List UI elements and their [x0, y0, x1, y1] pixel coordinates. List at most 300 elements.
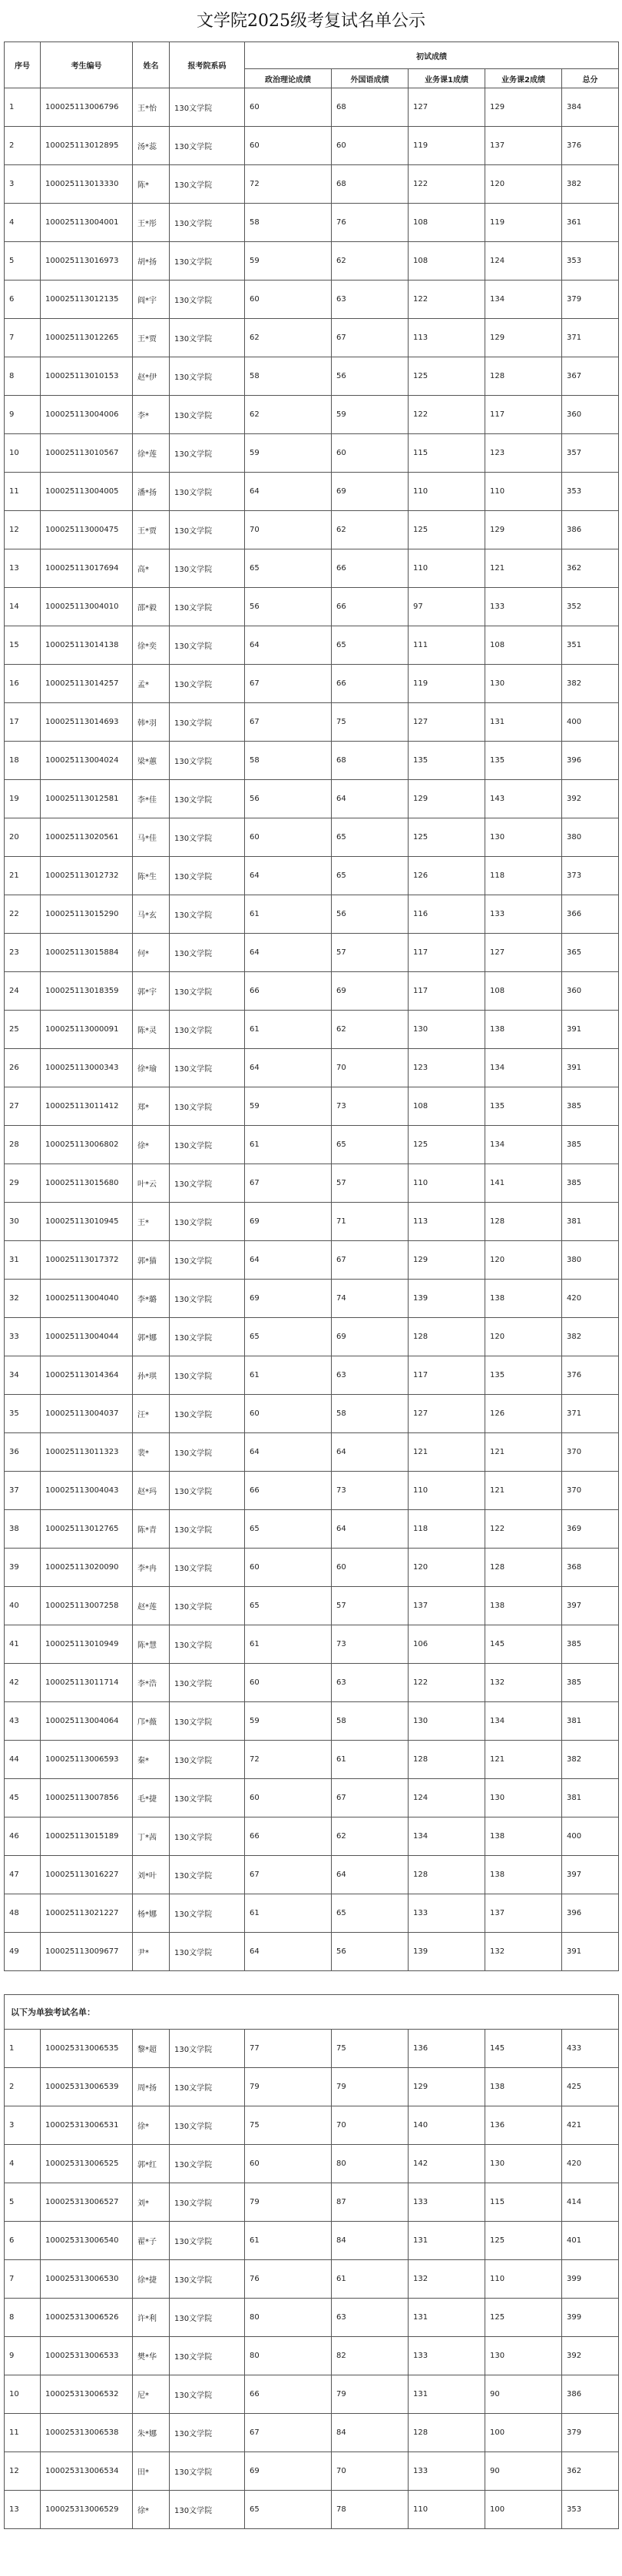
cell-name: 杨*娜	[133, 1894, 170, 1933]
cell-dept: 130文学院	[170, 204, 245, 242]
cell-politics: 65	[245, 1318, 332, 1356]
table-row	[5, 165, 619, 204]
cell-total: 380	[562, 818, 619, 857]
cell-foreign: 79	[332, 2375, 409, 2414]
table-row	[5, 1280, 619, 1318]
cell-exam-no: 100025113004001	[41, 204, 133, 242]
cell-foreign: 68	[332, 165, 409, 204]
cell-foreign: 67	[332, 1241, 409, 1280]
cell-foreign: 59	[332, 396, 409, 434]
cell-total: 381	[562, 1203, 619, 1241]
cell-name: 徐*奕	[133, 626, 170, 665]
cell-dept: 130文学院	[170, 127, 245, 165]
cell-name: 陈*生	[133, 857, 170, 895]
cell-politics: 67	[245, 1856, 332, 1894]
cell-exam-no: 100025113004040	[41, 1280, 133, 1318]
table-row	[5, 281, 619, 319]
cell-course2: 124	[485, 242, 562, 281]
cell-course1: 129	[409, 780, 485, 818]
cell-name: 王*怡	[133, 88, 170, 127]
header-politics: 政治理论成绩	[245, 69, 332, 88]
table-row	[5, 1433, 619, 1472]
cell-exam-no: 100025113020561	[41, 818, 133, 857]
table-row	[5, 204, 619, 242]
cell-politics: 77	[245, 2030, 332, 2068]
table-row	[5, 473, 619, 511]
cell-course1: 120	[409, 1549, 485, 1587]
cell-seq: 19	[5, 780, 41, 818]
table-row	[5, 1856, 619, 1894]
cell-course2: 135	[485, 742, 562, 780]
cell-politics: 58	[245, 357, 332, 396]
cell-exam-no: 100025113004044	[41, 1318, 133, 1356]
cell-course2: 138	[485, 1280, 562, 1318]
cell-politics: 58	[245, 204, 332, 242]
cell-exam-no: 100025113012135	[41, 281, 133, 319]
cell-total: 370	[562, 1472, 619, 1510]
cell-name: 郭*红	[133, 2145, 170, 2183]
cell-seq: 29	[5, 1164, 41, 1203]
cell-politics: 64	[245, 857, 332, 895]
cell-total: 400	[562, 703, 619, 742]
cell-seq: 12	[5, 511, 41, 549]
cell-name: 徐*捷	[133, 2260, 170, 2299]
separate-table-row	[5, 2106, 619, 2145]
cell-dept: 130文学院	[170, 396, 245, 434]
cell-exam-no: 100025313006531	[41, 2106, 133, 2145]
cell-course1: 127	[409, 1395, 485, 1433]
table-row	[5, 1702, 619, 1741]
cell-exam-no: 100025113004005	[41, 473, 133, 511]
cell-foreign: 78	[332, 2491, 409, 2529]
table-row	[5, 1933, 619, 1971]
cell-seq: 43	[5, 1702, 41, 1741]
cell-course2: 127	[485, 934, 562, 972]
cell-politics: 69	[245, 1280, 332, 1318]
cell-course2: 129	[485, 319, 562, 357]
cell-exam-no: 100025113010945	[41, 1203, 133, 1241]
table-row	[5, 1164, 619, 1203]
cell-course2: 132	[485, 1933, 562, 1971]
separate-table-row	[5, 2145, 619, 2183]
cell-dept: 130文学院	[170, 511, 245, 549]
table-row	[5, 1241, 619, 1280]
cell-total: 367	[562, 357, 619, 396]
cell-dept: 130文学院	[170, 1356, 245, 1395]
cell-total: 382	[562, 1318, 619, 1356]
cell-total: 365	[562, 934, 619, 972]
cell-exam-no: 100025113004037	[41, 1395, 133, 1433]
header-course2: 业务课2成绩	[485, 69, 562, 88]
cell-total: 433	[562, 2030, 619, 2068]
table-row	[5, 742, 619, 780]
cell-course1: 130	[409, 1011, 485, 1049]
cell-course1: 119	[409, 127, 485, 165]
cell-course1: 117	[409, 1356, 485, 1395]
cell-course1: 140	[409, 2106, 485, 2145]
cell-course2: 90	[485, 2375, 562, 2414]
cell-seq: 10	[5, 2375, 41, 2414]
cell-dept: 130文学院	[170, 1779, 245, 1817]
cell-exam-no: 100025313006529	[41, 2491, 133, 2529]
cell-dept: 130文学院	[170, 818, 245, 857]
cell-total: 399	[562, 2260, 619, 2299]
cell-foreign: 64	[332, 1510, 409, 1549]
cell-politics: 60	[245, 88, 332, 127]
table-row	[5, 665, 619, 703]
cell-foreign: 64	[332, 780, 409, 818]
cell-name: 邵*毅	[133, 588, 170, 626]
cell-course2: 128	[485, 357, 562, 396]
cell-dept: 130文学院	[170, 1933, 245, 1971]
cell-seq: 33	[5, 1318, 41, 1356]
cell-exam-no: 100025313006530	[41, 2260, 133, 2299]
cell-total: 381	[562, 1779, 619, 1817]
cell-seq: 23	[5, 934, 41, 972]
cell-total: 370	[562, 1433, 619, 1472]
cell-total: 391	[562, 1049, 619, 1087]
cell-course1: 113	[409, 1203, 485, 1241]
cell-foreign: 67	[332, 1779, 409, 1817]
cell-foreign: 73	[332, 1472, 409, 1510]
cell-politics: 64	[245, 1241, 332, 1280]
cell-course1: 121	[409, 1433, 485, 1472]
cell-foreign: 62	[332, 1011, 409, 1049]
cell-politics: 64	[245, 1049, 332, 1087]
cell-course2: 138	[485, 1587, 562, 1625]
cell-seq: 30	[5, 1203, 41, 1241]
cell-politics: 65	[245, 549, 332, 588]
cell-foreign: 66	[332, 549, 409, 588]
cell-course2: 134	[485, 1049, 562, 1087]
cell-seq: 15	[5, 626, 41, 665]
cell-name: 李*冉	[133, 1549, 170, 1587]
cell-foreign: 61	[332, 2260, 409, 2299]
cell-foreign: 63	[332, 1664, 409, 1702]
cell-total: 357	[562, 434, 619, 473]
cell-total: 379	[562, 2414, 619, 2452]
cell-total: 360	[562, 972, 619, 1011]
cell-total: 360	[562, 396, 619, 434]
cell-dept: 130文学院	[170, 626, 245, 665]
cell-exam-no: 100025113014693	[41, 703, 133, 742]
cell-exam-no: 100025113011412	[41, 1087, 133, 1126]
cell-course2: 135	[485, 1087, 562, 1126]
cell-exam-no: 100025113009677	[41, 1933, 133, 1971]
cell-name: 孟*	[133, 665, 170, 703]
cell-course1: 128	[409, 2414, 485, 2452]
cell-course2: 108	[485, 626, 562, 665]
cell-politics: 60	[245, 818, 332, 857]
cell-course1: 126	[409, 857, 485, 895]
cell-total: 385	[562, 1164, 619, 1203]
cell-dept: 130文学院	[170, 1549, 245, 1587]
cell-dept: 130文学院	[170, 1856, 245, 1894]
cell-course2: 121	[485, 1433, 562, 1472]
cell-course1: 125	[409, 1126, 485, 1164]
section-spacer	[5, 1971, 619, 1995]
cell-politics: 67	[245, 665, 332, 703]
cell-total: 385	[562, 1625, 619, 1664]
cell-total: 353	[562, 2491, 619, 2529]
cell-foreign: 64	[332, 1433, 409, 1472]
cell-name: 裴*	[133, 1433, 170, 1472]
cell-total: 392	[562, 2337, 619, 2375]
cell-foreign: 63	[332, 281, 409, 319]
cell-course2: 135	[485, 1356, 562, 1395]
separate-table-row	[5, 2414, 619, 2452]
cell-exam-no: 100025113015884	[41, 934, 133, 972]
cell-dept: 130文学院	[170, 1817, 245, 1856]
cell-dept: 130文学院	[170, 2491, 245, 2529]
cell-course2: 138	[485, 2068, 562, 2106]
header-dept: 报考院系码	[170, 42, 245, 88]
header-foreign: 外国语成绩	[332, 69, 409, 88]
cell-exam-no: 100025313006534	[41, 2452, 133, 2491]
cell-exam-no: 100025113012765	[41, 1510, 133, 1549]
candidate-table	[4, 41, 619, 2529]
cell-total: 382	[562, 165, 619, 204]
cell-total: 368	[562, 1549, 619, 1587]
cell-name: 王*贾	[133, 511, 170, 549]
cell-course1: 139	[409, 1933, 485, 1971]
cell-exam-no: 100025113010153	[41, 357, 133, 396]
cell-total: 397	[562, 1856, 619, 1894]
cell-seq: 48	[5, 1894, 41, 1933]
cell-course2: 145	[485, 2030, 562, 2068]
page-title: 文学院2025级考复试名单公示	[197, 12, 425, 31]
cell-politics: 64	[245, 934, 332, 972]
table-row	[5, 88, 619, 127]
cell-exam-no: 100025113016227	[41, 1856, 133, 1894]
cell-name: 许*利	[133, 2299, 170, 2337]
table-row	[5, 1011, 619, 1049]
table-row	[5, 1395, 619, 1433]
cell-seq: 9	[5, 396, 41, 434]
cell-total: 391	[562, 1933, 619, 1971]
table-row	[5, 319, 619, 357]
cell-name: 高*	[133, 549, 170, 588]
cell-exam-no: 100025313006540	[41, 2222, 133, 2260]
separate-table-row	[5, 2337, 619, 2375]
cell-total: 362	[562, 2452, 619, 2491]
cell-total: 369	[562, 1510, 619, 1549]
header-name: 姓名	[133, 42, 170, 88]
cell-seq: 45	[5, 1779, 41, 1817]
cell-seq: 21	[5, 857, 41, 895]
cell-dept: 130文学院	[170, 434, 245, 473]
cell-course1: 108	[409, 204, 485, 242]
cell-name: 黎*超	[133, 2030, 170, 2068]
cell-total: 376	[562, 1356, 619, 1395]
cell-dept: 130文学院	[170, 1241, 245, 1280]
cell-course1: 108	[409, 1087, 485, 1126]
cell-name: 徐*	[133, 1126, 170, 1164]
table-row	[5, 357, 619, 396]
cell-course2: 143	[485, 780, 562, 818]
cell-total: 352	[562, 588, 619, 626]
cell-dept: 130文学院	[170, 357, 245, 396]
cell-dept: 130文学院	[170, 2222, 245, 2260]
cell-seq: 4	[5, 204, 41, 242]
cell-name: 陈*灵	[133, 1011, 170, 1049]
cell-course1: 110	[409, 2491, 485, 2529]
cell-name: 马*佳	[133, 818, 170, 857]
cell-foreign: 70	[332, 2106, 409, 2145]
cell-course2: 128	[485, 1203, 562, 1241]
table-row	[5, 857, 619, 895]
cell-course2: 138	[485, 1817, 562, 1856]
cell-course1: 106	[409, 1625, 485, 1664]
cell-dept: 130文学院	[170, 2414, 245, 2452]
cell-course1: 139	[409, 1280, 485, 1318]
cell-dept: 130文学院	[170, 1741, 245, 1779]
cell-name: 赵*伊	[133, 357, 170, 396]
separate-table-row	[5, 2068, 619, 2106]
cell-name: 刘*	[133, 2183, 170, 2222]
cell-course1: 125	[409, 818, 485, 857]
cell-course2: 100	[485, 2414, 562, 2452]
cell-exam-no: 100025113006593	[41, 1741, 133, 1779]
cell-dept: 130文学院	[170, 88, 245, 127]
table-row	[5, 1894, 619, 1933]
cell-politics: 59	[245, 434, 332, 473]
cell-dept: 130文学院	[170, 242, 245, 281]
cell-total: 371	[562, 319, 619, 357]
cell-seq: 32	[5, 1280, 41, 1318]
cell-politics: 64	[245, 626, 332, 665]
cell-course1: 122	[409, 281, 485, 319]
cell-name: 郭*娜	[133, 1318, 170, 1356]
cell-total: 400	[562, 1817, 619, 1856]
separate-table-row	[5, 2375, 619, 2414]
cell-dept: 130文学院	[170, 780, 245, 818]
cell-foreign: 61	[332, 1741, 409, 1779]
cell-name: 邝*薇	[133, 1702, 170, 1741]
cell-foreign: 74	[332, 1280, 409, 1318]
cell-foreign: 66	[332, 588, 409, 626]
cell-name: 潘*扬	[133, 473, 170, 511]
cell-exam-no: 100025113012732	[41, 857, 133, 895]
header-prelim-group: 初试成绩	[245, 42, 619, 69]
table-row	[5, 1126, 619, 1164]
cell-exam-no: 100025313006532	[41, 2375, 133, 2414]
cell-course1: 108	[409, 242, 485, 281]
cell-course1: 128	[409, 1856, 485, 1894]
cell-course1: 129	[409, 1241, 485, 1280]
cell-exam-no: 100025113004006	[41, 396, 133, 434]
cell-course2: 130	[485, 2145, 562, 2183]
cell-exam-no: 100025113011714	[41, 1664, 133, 1702]
cell-course1: 142	[409, 2145, 485, 2183]
cell-dept: 130文学院	[170, 972, 245, 1011]
cell-name: 徐*莲	[133, 434, 170, 473]
cell-course2: 90	[485, 2452, 562, 2491]
cell-name: 孙*琪	[133, 1356, 170, 1395]
cell-course1: 129	[409, 2068, 485, 2106]
cell-course1: 116	[409, 895, 485, 934]
cell-dept: 130文学院	[170, 1126, 245, 1164]
cell-total: 425	[562, 2068, 619, 2106]
cell-course2: 110	[485, 2260, 562, 2299]
cell-foreign: 84	[332, 2414, 409, 2452]
cell-seq: 7	[5, 319, 41, 357]
cell-name: 阎*宇	[133, 281, 170, 319]
cell-course1: 117	[409, 972, 485, 1011]
cell-exam-no: 100025113004010	[41, 588, 133, 626]
cell-dept: 130文学院	[170, 1395, 245, 1433]
cell-course2: 132	[485, 1664, 562, 1702]
cell-total: 396	[562, 1894, 619, 1933]
cell-exam-no: 100025113010567	[41, 434, 133, 473]
cell-dept: 130文学院	[170, 1087, 245, 1126]
separate-table-row	[5, 2183, 619, 2222]
cell-dept: 130文学院	[170, 2030, 245, 2068]
cell-dept: 130文学院	[170, 1702, 245, 1741]
cell-total: 399	[562, 2299, 619, 2337]
cell-politics: 80	[245, 2299, 332, 2337]
cell-politics: 76	[245, 2260, 332, 2299]
cell-politics: 70	[245, 511, 332, 549]
cell-course2: 119	[485, 204, 562, 242]
cell-politics: 61	[245, 1894, 332, 1933]
cell-total: 385	[562, 1664, 619, 1702]
cell-seq: 44	[5, 1741, 41, 1779]
cell-name: 郑*	[133, 1087, 170, 1126]
cell-exam-no: 100025113020090	[41, 1549, 133, 1587]
cell-foreign: 60	[332, 1549, 409, 1587]
cell-course1: 127	[409, 88, 485, 127]
cell-politics: 58	[245, 742, 332, 780]
cell-foreign: 57	[332, 1164, 409, 1203]
cell-seq: 1	[5, 88, 41, 127]
cell-total: 401	[562, 2222, 619, 2260]
cell-course2: 129	[485, 88, 562, 127]
cell-dept: 130文学院	[170, 1510, 245, 1549]
cell-total: 351	[562, 626, 619, 665]
cell-name: 李*	[133, 396, 170, 434]
table-row	[5, 396, 619, 434]
cell-seq: 27	[5, 1087, 41, 1126]
cell-exam-no: 100025113007258	[41, 1587, 133, 1625]
cell-total: 361	[562, 204, 619, 242]
cell-total: 397	[562, 1587, 619, 1625]
cell-course1: 111	[409, 626, 485, 665]
cell-politics: 64	[245, 1933, 332, 1971]
cell-name: 徐*	[133, 2491, 170, 2529]
cell-course2: 138	[485, 1011, 562, 1049]
cell-exam-no: 100025113000343	[41, 1049, 133, 1087]
cell-course1: 131	[409, 2375, 485, 2414]
cell-course2: 126	[485, 1395, 562, 1433]
cell-exam-no: 100025113015680	[41, 1164, 133, 1203]
cell-name: 胡*扬	[133, 242, 170, 281]
cell-course2: 121	[485, 549, 562, 588]
cell-course1: 122	[409, 165, 485, 204]
table-row	[5, 895, 619, 934]
cell-name: 朱*娜	[133, 2414, 170, 2452]
cell-course2: 133	[485, 588, 562, 626]
cell-name: 韩*羽	[133, 703, 170, 742]
cell-exam-no: 100025113010949	[41, 1625, 133, 1664]
cell-politics: 80	[245, 2337, 332, 2375]
cell-foreign: 58	[332, 1395, 409, 1433]
cell-course1: 122	[409, 396, 485, 434]
cell-course2: 141	[485, 1164, 562, 1203]
cell-course2: 110	[485, 473, 562, 511]
separate-exam-caption-row	[5, 1995, 619, 2030]
table-row	[5, 1318, 619, 1356]
